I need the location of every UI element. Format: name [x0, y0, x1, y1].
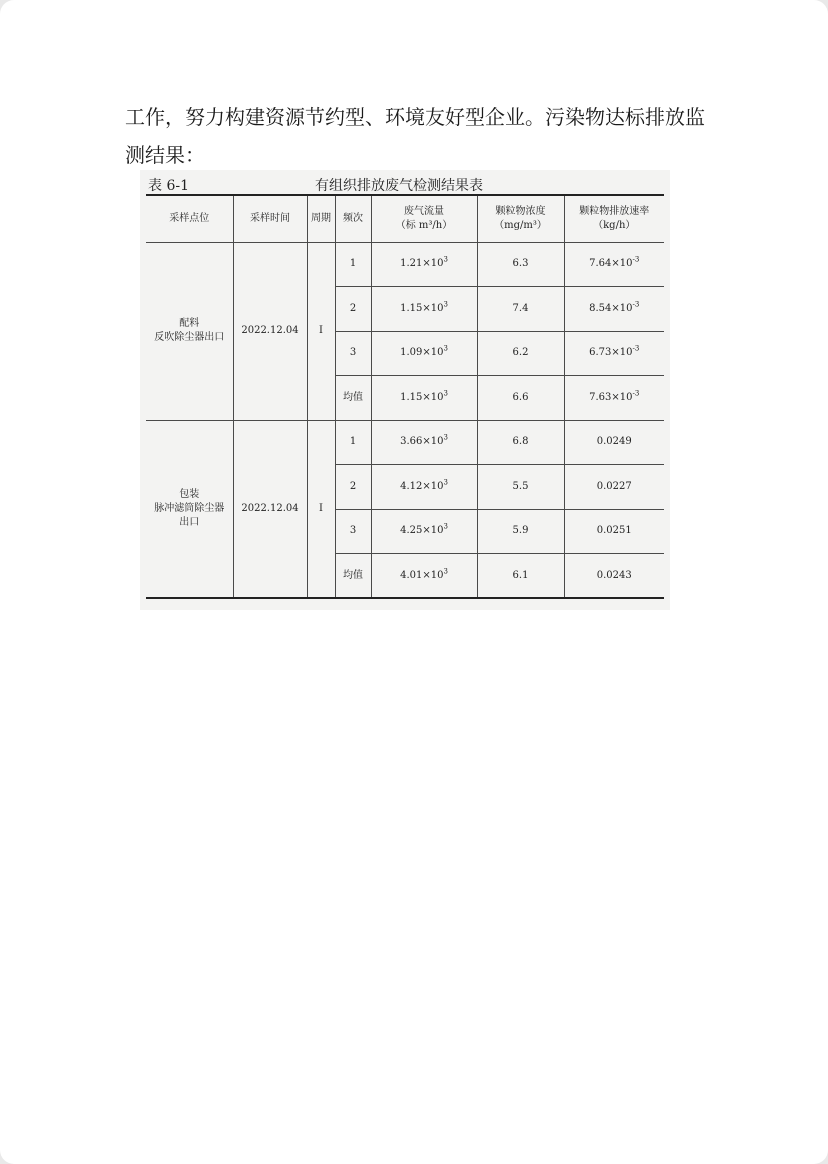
site-cell: [146, 242, 233, 420]
table-number: 表 6-1: [148, 178, 189, 194]
rate-exponent: -3: [632, 300, 640, 309]
freq-cell: 1: [335, 420, 371, 465]
conc-cell: 6.3: [477, 242, 564, 287]
rate-cell: [564, 331, 664, 376]
date-cell: 2022.12.04: [233, 242, 307, 420]
flow-cell: [371, 509, 477, 554]
flow-mantissa: 4.12×10: [400, 480, 444, 492]
rate-exponent: -3: [632, 255, 640, 264]
conc-cell: 6.6: [477, 376, 564, 421]
table-header-row: [146, 195, 664, 242]
conc-cell: 5.9: [477, 509, 564, 554]
site-line: 脉冲滤筒除尘器: [154, 502, 225, 514]
flow-mantissa: 4.25×10: [400, 525, 444, 537]
site-line: 出口: [179, 516, 200, 528]
rate-cell: 0.0227: [564, 465, 664, 510]
rate-mantissa: 7.64×10: [589, 258, 633, 270]
header-rate-unit: （kg/h）: [593, 219, 636, 231]
flow-exponent: 3: [443, 433, 448, 442]
flow-exponent: 3: [443, 255, 448, 264]
site-line: 配料: [179, 318, 200, 329]
header-conc-label: 颗粒物浓度: [495, 205, 546, 217]
header-flow-unit: （标 m³/h）: [395, 219, 453, 231]
freq-cell: 2: [335, 465, 371, 510]
date-cell: 2022.12.04: [233, 420, 307, 598]
freq-cell: 1: [335, 242, 371, 287]
intro-paragraph: [125, 98, 725, 174]
intro-line-2: 测结果：: [125, 143, 205, 167]
header-conc-unit: （mg/m³）: [494, 219, 547, 231]
rate-cell: 0.0249: [564, 420, 664, 465]
flow-cell: [371, 554, 477, 599]
cycle-cell: I: [307, 420, 335, 598]
conc-cell: 6.2: [477, 331, 564, 376]
header-frequency: 频次: [335, 195, 371, 242]
freq-cell: 均值: [335, 554, 371, 599]
conc-cell: 5.5: [477, 465, 564, 510]
header-cycle: 周期: [307, 195, 335, 242]
flow-exponent: 3: [443, 567, 448, 576]
header-rate: [564, 195, 664, 242]
rate-cell: [564, 376, 664, 421]
conc-cell: 6.1: [477, 554, 564, 599]
freq-cell: 3: [335, 509, 371, 554]
rate-mantissa: 8.54×10: [589, 302, 633, 314]
freq-cell: 3: [335, 331, 371, 376]
header-concentration: [477, 195, 564, 242]
rate-exponent: -3: [632, 389, 640, 398]
emission-results-table: [146, 194, 664, 599]
header-rate-label: 颗粒物排放速率: [579, 205, 650, 217]
header-flow: [371, 195, 477, 242]
rate-cell: [564, 242, 664, 287]
flow-exponent: 3: [443, 522, 448, 531]
freq-cell: 均值: [335, 376, 371, 421]
conc-cell: 7.4: [477, 287, 564, 332]
flow-mantissa: 4.01×10: [400, 569, 444, 581]
rate-mantissa: 6.73×10: [589, 347, 633, 359]
flow-cell: [371, 465, 477, 510]
freq-cell: 2: [335, 287, 371, 332]
flow-cell: [371, 331, 477, 376]
table-title: 有组织排放废气检测结果表: [315, 178, 483, 194]
flow-cell: [371, 287, 477, 332]
rate-cell: 0.0243: [564, 554, 664, 599]
site-cell: [146, 420, 233, 598]
flow-mantissa: 1.15×10: [400, 302, 444, 314]
rate-mantissa: 7.63×10: [589, 391, 633, 403]
flow-mantissa: 1.09×10: [400, 347, 444, 359]
cycle-cell: I: [307, 242, 335, 420]
flow-mantissa: 3.66×10: [400, 436, 444, 448]
flow-exponent: 3: [443, 344, 448, 353]
flow-mantissa: 1.21×10: [400, 258, 444, 270]
site-line: 包装: [179, 488, 200, 500]
intro-line-1: 工作，努力构建资源节约型、环境友好型企业。污染物达标排放监: [125, 105, 705, 129]
rate-cell: 0.0251: [564, 509, 664, 554]
rate-cell: [564, 287, 664, 332]
header-site: 采样点位: [146, 195, 233, 242]
rate-exponent: -3: [632, 344, 640, 353]
header-flow-label: 废气流量: [404, 205, 444, 217]
table-row: [146, 242, 664, 287]
flow-exponent: 3: [443, 478, 448, 487]
flow-cell: [371, 420, 477, 465]
conc-cell: 6.8: [477, 420, 564, 465]
flow-exponent: 3: [443, 389, 448, 398]
site-line: 反吹除尘器出口: [154, 332, 225, 343]
table-row: [146, 420, 664, 465]
flow-cell: [371, 242, 477, 287]
flow-cell: [371, 376, 477, 421]
flow-exponent: 3: [443, 300, 448, 309]
flow-mantissa: 1.15×10: [400, 391, 444, 403]
header-date: 采样时间: [233, 195, 307, 242]
